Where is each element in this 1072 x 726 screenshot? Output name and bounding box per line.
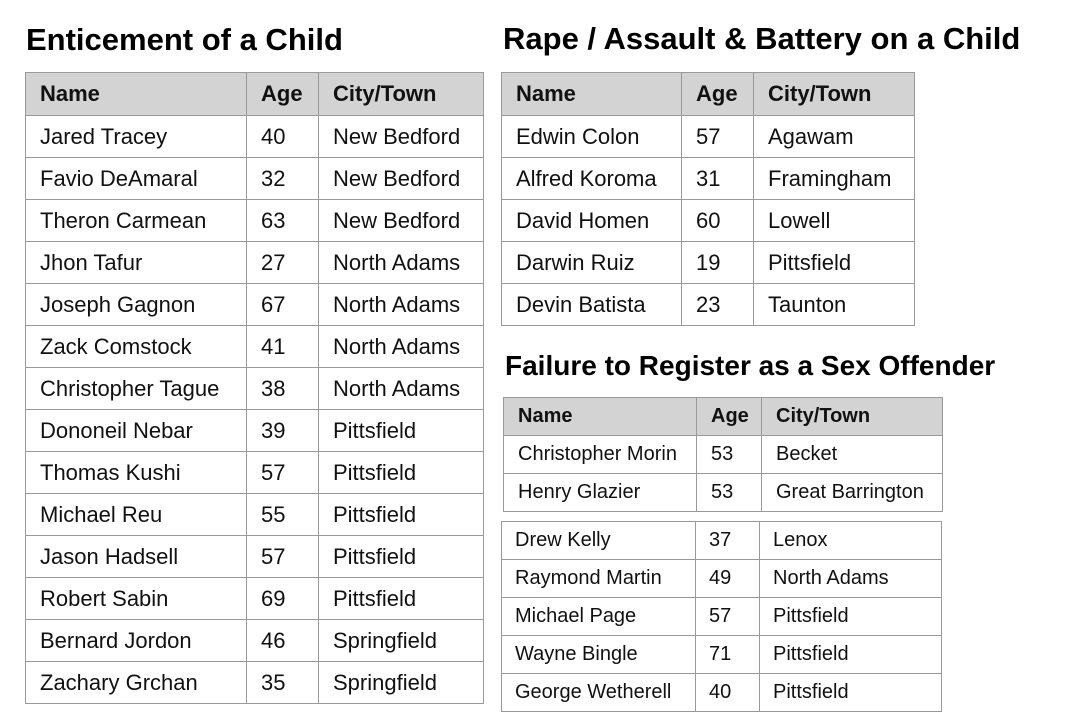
age-cell: 35: [247, 662, 319, 704]
table-header-row: [504, 398, 943, 436]
age-cell: 57: [247, 536, 319, 578]
city-cell: New Bedford: [319, 200, 484, 242]
name-cell: Devin Batista: [502, 284, 682, 326]
age-cell: 67: [247, 284, 319, 326]
table-row: [502, 242, 915, 284]
city-cell: Framingham: [754, 158, 915, 200]
name-cell: Christopher Morin: [504, 436, 697, 474]
city-cell: Becket: [762, 436, 943, 474]
city-cell: Pittsfield: [319, 494, 484, 536]
city-cell: Pittsfield: [319, 452, 484, 494]
name-cell: Jason Hadsell: [26, 536, 247, 578]
city-cell: Pittsfield: [319, 410, 484, 452]
table-row: [26, 494, 484, 536]
rape-assault-table: [501, 72, 915, 326]
age-cell: 39: [247, 410, 319, 452]
table-row: [502, 158, 915, 200]
failure-to-register-table: [503, 397, 943, 512]
name-cell: Zack Comstock: [26, 326, 247, 368]
name-cell: Alfred Koroma: [502, 158, 682, 200]
age-cell: 53: [697, 436, 762, 474]
name-cell: Darwin Ruiz: [502, 242, 682, 284]
age-cell: 23: [682, 284, 754, 326]
city-cell: New Bedford: [319, 158, 484, 200]
name-cell: Raymond Martin: [502, 560, 696, 598]
age-cell: 53: [697, 474, 762, 512]
table-row: [26, 620, 484, 662]
table-row: [26, 326, 484, 368]
city-cell: Taunton: [754, 284, 915, 326]
name-cell: Wayne Bingle: [502, 636, 696, 674]
age-cell: 55: [247, 494, 319, 536]
name-cell: David Homen: [502, 200, 682, 242]
table-row: [504, 436, 943, 474]
age-cell: 71: [696, 636, 760, 674]
name-cell: Joseph Gagnon: [26, 284, 247, 326]
city-cell: Agawam: [754, 116, 915, 158]
column-header-city: City/Town: [762, 398, 943, 436]
table-row: [502, 200, 915, 242]
city-cell: North Adams: [319, 326, 484, 368]
age-cell: 60: [682, 200, 754, 242]
age-cell: 57: [247, 452, 319, 494]
name-cell: Thomas Kushi: [26, 452, 247, 494]
age-cell: 69: [247, 578, 319, 620]
city-cell: North Adams: [319, 368, 484, 410]
age-cell: 40: [247, 116, 319, 158]
age-cell: 57: [696, 598, 760, 636]
column-header-age: Age: [697, 398, 762, 436]
city-cell: Springfield: [319, 620, 484, 662]
city-cell: Lowell: [754, 200, 915, 242]
city-cell: Pittsfield: [760, 636, 942, 674]
city-cell: Pittsfield: [319, 536, 484, 578]
city-cell: Pittsfield: [319, 578, 484, 620]
table-row: [26, 410, 484, 452]
table-row: [502, 284, 915, 326]
age-cell: 40: [696, 674, 760, 712]
name-cell: Michael Reu: [26, 494, 247, 536]
column-header-age: Age: [682, 73, 754, 116]
name-cell: Jared Tracey: [26, 116, 247, 158]
age-cell: 27: [247, 242, 319, 284]
name-cell: Christopher Tague: [26, 368, 247, 410]
city-cell: Pittsfield: [754, 242, 915, 284]
table-row: [504, 474, 943, 512]
failure-to-register-table-continued: [501, 521, 942, 712]
name-cell: Henry Glazier: [504, 474, 697, 512]
city-cell: Pittsfield: [760, 598, 942, 636]
city-cell: New Bedford: [319, 116, 484, 158]
age-cell: 63: [247, 200, 319, 242]
name-cell: Drew Kelly: [502, 522, 696, 560]
table-row: [26, 200, 484, 242]
name-cell: Zachary Grchan: [26, 662, 247, 704]
table-row: [26, 452, 484, 494]
name-cell: Favio DeAmaral: [26, 158, 247, 200]
city-cell: Pittsfield: [760, 674, 942, 712]
name-cell: Edwin Colon: [502, 116, 682, 158]
enticement-table: [25, 72, 484, 704]
enticement-title: Enticement of a Child: [26, 22, 343, 57]
table-row: [502, 116, 915, 158]
table-row: [502, 674, 942, 712]
city-cell: North Adams: [760, 560, 942, 598]
table-row: [502, 636, 942, 674]
table-row: [502, 522, 942, 560]
name-cell: Theron Carmean: [26, 200, 247, 242]
age-cell: 57: [682, 116, 754, 158]
name-cell: Robert Sabin: [26, 578, 247, 620]
table-row: [26, 578, 484, 620]
failure-to-register-title: Failure to Register as a Sex Offender: [505, 350, 996, 381]
column-header-name: Name: [26, 73, 247, 116]
column-header-age: Age: [247, 73, 319, 116]
column-header-name: Name: [502, 73, 682, 116]
table-row: [26, 242, 484, 284]
table-row: [26, 284, 484, 326]
age-cell: 41: [247, 326, 319, 368]
table-header-row: [502, 73, 915, 116]
age-cell: 19: [682, 242, 754, 284]
table-header-row: [26, 73, 484, 116]
name-cell: George Wetherell: [502, 674, 696, 712]
age-cell: 31: [682, 158, 754, 200]
column-header-city: City/Town: [319, 73, 484, 116]
table-row: [26, 662, 484, 704]
table-row: [502, 598, 942, 636]
rape-assault-title: Rape / Assault & Battery on a Child: [503, 21, 1021, 56]
city-cell: Great Barrington: [762, 474, 943, 512]
age-cell: 46: [247, 620, 319, 662]
city-cell: North Adams: [319, 242, 484, 284]
table-row: [26, 368, 484, 410]
age-cell: 49: [696, 560, 760, 598]
name-cell: Bernard Jordon: [26, 620, 247, 662]
table-row: [502, 560, 942, 598]
age-cell: 32: [247, 158, 319, 200]
city-cell: North Adams: [319, 284, 484, 326]
table-row: [26, 536, 484, 578]
city-cell: Lenox: [760, 522, 942, 560]
name-cell: Michael Page: [502, 598, 696, 636]
age-cell: 37: [696, 522, 760, 560]
name-cell: Dononeil Nebar: [26, 410, 247, 452]
column-header-name: Name: [504, 398, 697, 436]
name-cell: Jhon Tafur: [26, 242, 247, 284]
table-row: [26, 116, 484, 158]
column-header-city: City/Town: [754, 73, 915, 116]
table-row: [26, 158, 484, 200]
age-cell: 38: [247, 368, 319, 410]
city-cell: Springfield: [319, 662, 484, 704]
